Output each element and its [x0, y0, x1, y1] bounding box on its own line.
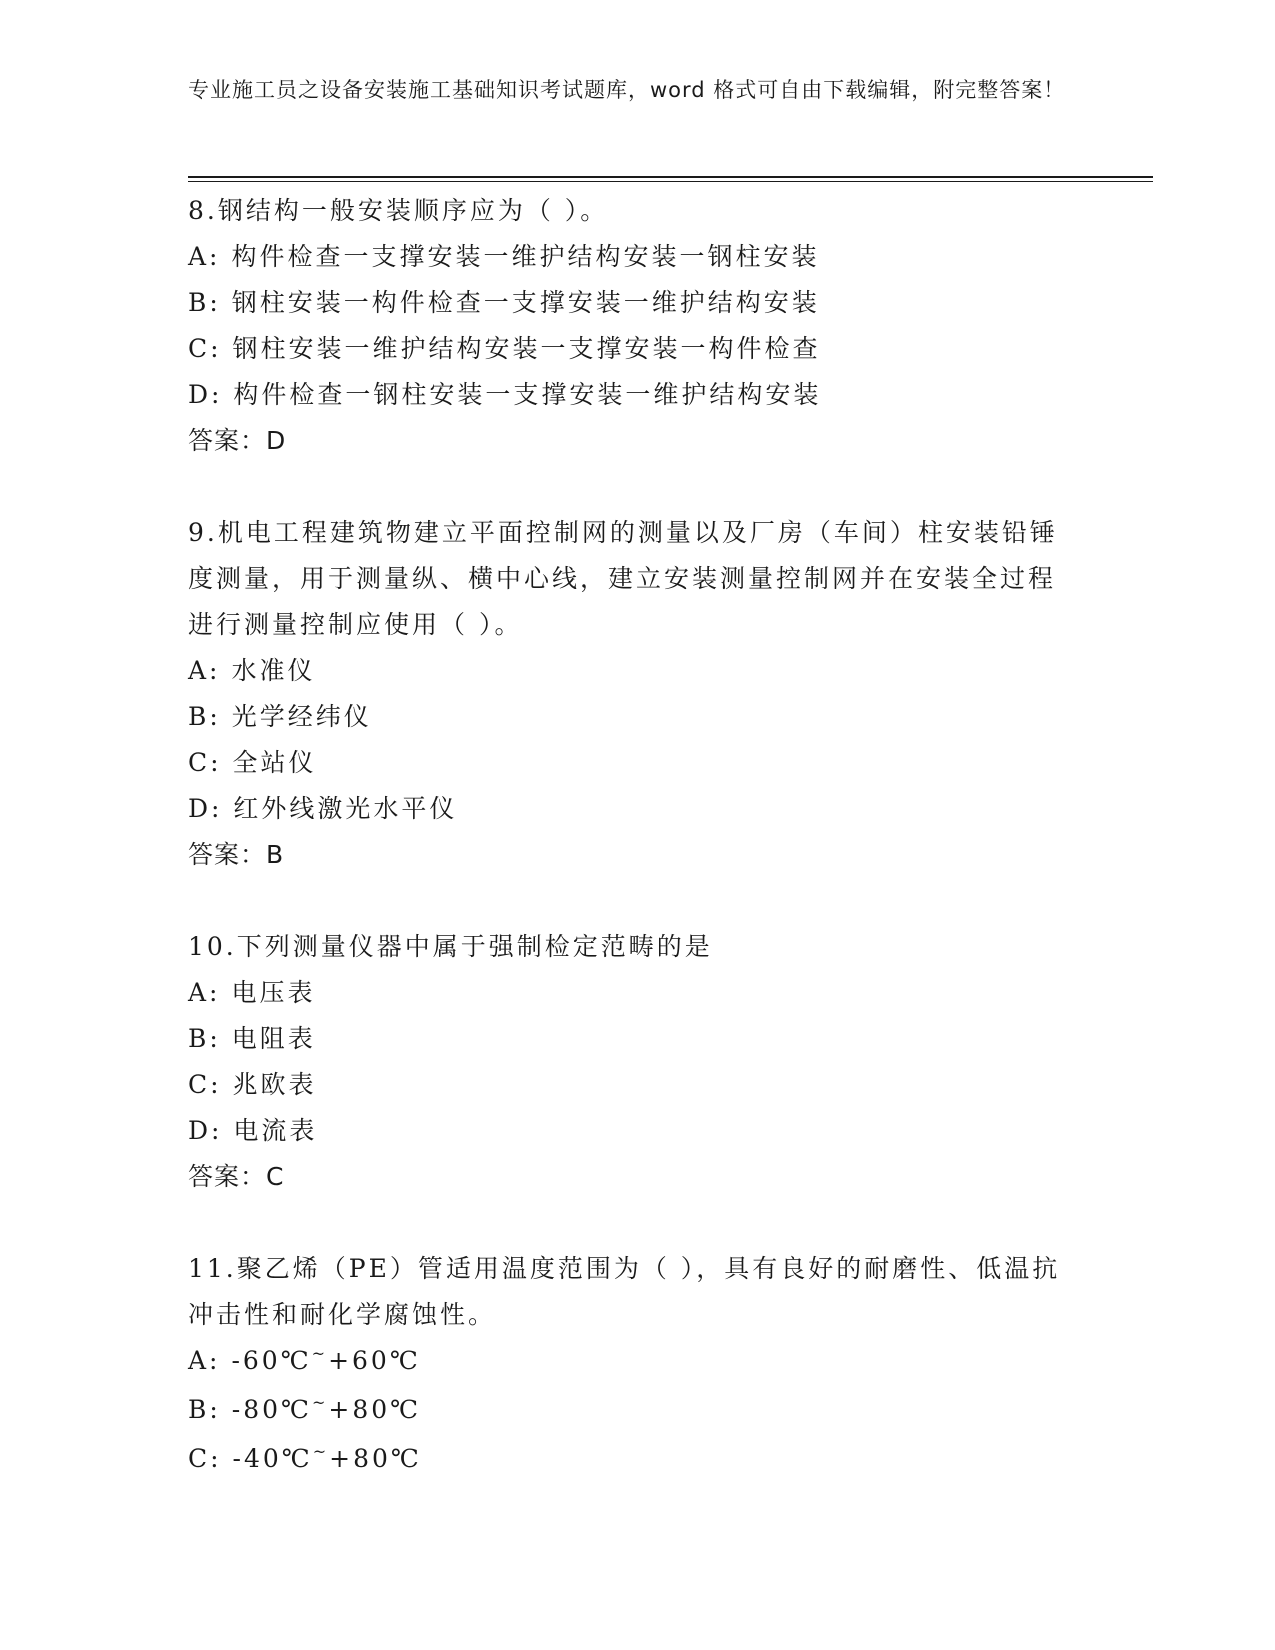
- option-a: [188, 234, 1068, 280]
- answer-line: 答案：D: [188, 426, 287, 455]
- option-b: [188, 694, 1068, 740]
- option-text: 水准仪: [231, 656, 316, 685]
- option-d: [188, 1108, 1068, 1154]
- option-temp-high: +80℃: [328, 1395, 422, 1424]
- range-tilde: ~: [312, 1442, 330, 1461]
- option-temp-high: +80℃: [329, 1444, 422, 1473]
- option-c: [188, 740, 1068, 786]
- option-temp-low: -80℃: [231, 1395, 312, 1424]
- answer-line: 答案：C: [188, 1162, 285, 1191]
- option-b: [188, 1387, 1068, 1436]
- option-a: [188, 970, 1068, 1016]
- option-temp-low: -60℃: [231, 1346, 312, 1375]
- option-text: 全站仪: [232, 748, 317, 777]
- option-label: A:: [188, 1346, 221, 1375]
- question-11: [188, 1246, 1068, 1485]
- option-a: [188, 648, 1068, 694]
- question-list: [188, 188, 1068, 1531]
- option-label: A:: [188, 242, 221, 271]
- option-label: B:: [188, 702, 221, 731]
- option-c: [188, 1062, 1068, 1108]
- header-rule-thick: [188, 176, 1153, 178]
- option-label: A:: [188, 656, 221, 685]
- option-label: C:: [188, 748, 222, 777]
- option-label: A:: [188, 978, 221, 1007]
- option-text: 电流表: [233, 1116, 318, 1145]
- option-temp-low: -40℃: [232, 1444, 313, 1473]
- option-b: [188, 280, 1068, 326]
- option-text: 电压表: [231, 978, 316, 1007]
- option-d: [188, 372, 1068, 418]
- option-label: C:: [188, 1070, 222, 1099]
- option-b: [188, 1016, 1068, 1062]
- question-10: [188, 924, 1068, 1200]
- option-c: [188, 1436, 1068, 1485]
- option-d: [188, 786, 1068, 832]
- question-9: [188, 510, 1068, 878]
- option-temp-high: +60℃: [328, 1346, 421, 1375]
- option-label: C:: [188, 334, 222, 363]
- option-a: [188, 1338, 1068, 1387]
- option-text: 构件检查一钢柱安装一支撑安装一维护结构安装: [233, 380, 822, 409]
- option-text: 兆欧表: [232, 1070, 317, 1099]
- range-tilde: ~: [311, 1344, 329, 1363]
- option-text: 光学经纬仪: [231, 702, 372, 731]
- option-label: D:: [188, 380, 223, 409]
- option-label: D:: [188, 794, 223, 823]
- question-stem: 9.机电工程建筑物建立平面控制网的测量以及厂房（车间）柱安装铅锤度测量，用于测量纵、横中心线，建立安装测量控制网并在安装全过程进行测量控制应使用（ ）。: [188, 518, 1058, 639]
- option-text: 钢柱安装一构件检查一支撑安装一维护结构安装: [231, 288, 820, 317]
- option-text: 红外线激光水平仪: [233, 794, 458, 823]
- answer-line: 答案：B: [188, 840, 285, 869]
- option-text: 构件检查一支撑安装一维护结构安装一钢柱安装: [231, 242, 820, 271]
- option-text: 电阻表: [231, 1024, 316, 1053]
- question-stem: 11.聚乙烯（PE）管适用温度范围为（ ），具有良好的耐磨性、低温抗冲击性和耐化学腐蚀性。: [188, 1254, 1061, 1329]
- option-label: B:: [188, 1024, 221, 1053]
- header-rule-thin: [188, 181, 1153, 182]
- option-label: B:: [188, 1395, 221, 1424]
- document-intro: 专业施工员之设备安装施工基础知识考试题库，word 格式可自由下载编辑，附完整答案！: [188, 78, 1066, 102]
- option-text: 钢柱安装一维护结构安装一支撑安装一构件检查: [232, 334, 821, 363]
- question-8: [188, 188, 1068, 464]
- range-tilde: ~: [311, 1393, 329, 1412]
- question-stem: 10.下列测量仪器中属于强制检定范畴的是: [188, 932, 713, 961]
- option-label: C:: [188, 1444, 222, 1473]
- option-label: D:: [188, 1116, 223, 1145]
- option-label: B:: [188, 288, 221, 317]
- option-c: [188, 326, 1068, 372]
- question-stem: 8.钢结构一般安装顺序应为（ ）。: [188, 196, 609, 225]
